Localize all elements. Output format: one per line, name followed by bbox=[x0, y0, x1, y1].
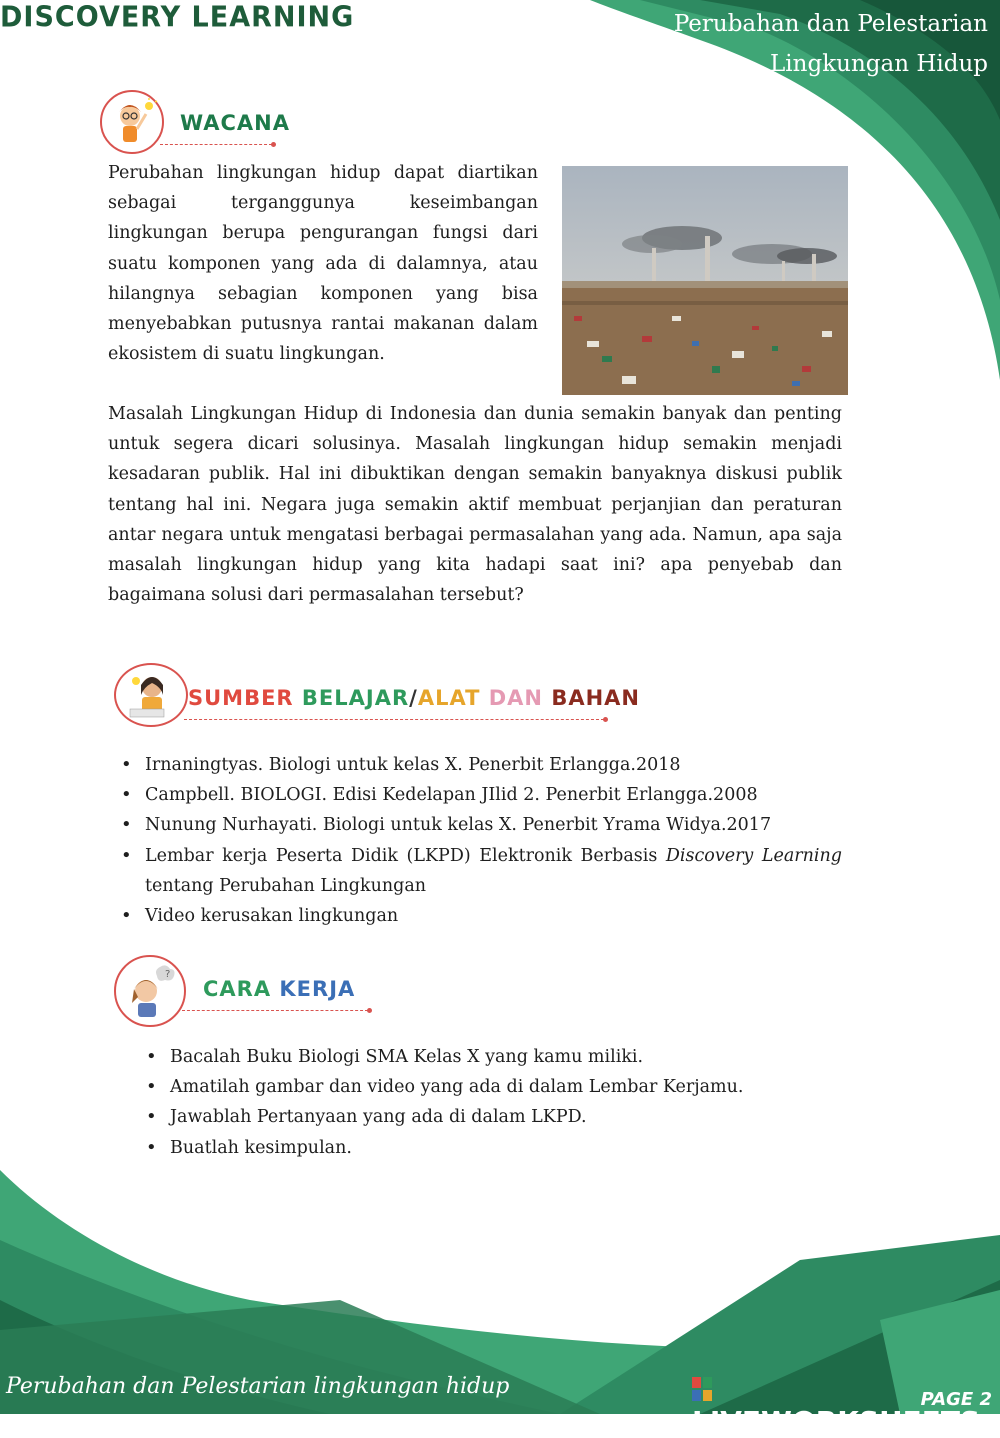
liveworksheets-logo-icon bbox=[692, 1377, 712, 1401]
list-item: • Nunung Nurhayati. Biologi untuk kelas X. Penerbit Yrama Widya.2017 bbox=[107, 810, 842, 840]
page-topic-title bbox=[674, 4, 988, 84]
sumber-underline bbox=[184, 719, 604, 720]
item4-italic: Discovery Learning bbox=[665, 845, 842, 866]
cara-kerja-underline bbox=[182, 1010, 368, 1011]
list-item: • Campbell. BIOLOGI. Edisi Kedelapan JIlid 2. Penerbit Erlangga.2008 bbox=[107, 780, 842, 810]
sumber-title-part-2: BELAJAR bbox=[301, 686, 410, 710]
list-item: • Irnaningtyas. Biologi untuk kelas X. Penerbit Erlangga.2018 bbox=[107, 750, 842, 780]
topic-line-1: Perubahan dan Pelestarian bbox=[673, 11, 988, 37]
sumber-list bbox=[107, 750, 842, 931]
boy-idea-icon bbox=[100, 90, 164, 154]
item4-prefix: Lembar kerja Peserta Didik (LKPD) Elektronik Berbasis bbox=[145, 845, 666, 866]
liveworksheets-brand: LIVEWORKSHEETS bbox=[692, 1405, 981, 1438]
list-item: • Video kerusakan lingkungan bbox=[107, 901, 842, 931]
list-item: • Jawablah Pertanyaan yang ada di dalam LKPD. bbox=[132, 1102, 842, 1132]
wacana-underline bbox=[160, 144, 272, 145]
svg-text:?: ? bbox=[165, 969, 171, 980]
item4-suffix: tentang Perubahan Lingkungan bbox=[145, 875, 427, 896]
cara-kerja-title-part-1: CARA bbox=[203, 977, 280, 1001]
sumber-title-part-4: ALAT bbox=[417, 686, 489, 710]
sumber-title-part-3: / bbox=[409, 686, 418, 710]
wacana-intro-text: Perubahan lingkungan hidup dapat diartikan sebagai terganggunya keseimbangan lingkungan berupa pengurangan fungsi dari suatu komponen yang ada di dalamnya, atau hilangnya sebagian komponen yang bisa menyebabkan putusnya rantai makanan dalam ekosistem di suatu lingkungan. bbox=[108, 163, 538, 365]
footer-caption: Perubahan dan Pelestarian lingkungan hidup bbox=[6, 1374, 510, 1399]
pollution-photo bbox=[562, 166, 848, 395]
cara-kerja-title-part-2: KERJA bbox=[279, 977, 356, 1001]
sumber-title-part-6: BAHAN bbox=[551, 686, 640, 710]
sumber-title bbox=[188, 686, 640, 710]
sumber-title-part-1: SUMBER bbox=[188, 686, 302, 710]
list-item: • Bacalah Buku Biologi SMA Kelas X yang kamu miliki. bbox=[132, 1042, 842, 1072]
list-item: • Buatlah kesimpulan. bbox=[132, 1133, 842, 1163]
page-number: PAGE 2 bbox=[920, 1389, 992, 1410]
cara-kerja-list bbox=[132, 1042, 842, 1163]
list-item: • Amatilah gambar dan video yang ada di dalam Lembar Kerjamu. bbox=[132, 1072, 842, 1102]
cara-kerja-title bbox=[203, 977, 355, 1001]
wacana-body-text: Masalah Lingkungan Hidup di Indonesia dan dunia semakin banyak dan penting untuk segera dicari solusinya. Masalah lingkungan hidup semakin menjadi kesadaran publik. Hal ini dibuktikan dengan semakin banyaknya diskusi publik tentang hal ini. Negara juga semakin aktif membuat perjanjian dan peraturan antar negara untuk mengatasi berbagai permasalahan yang ada. Namun, apa saja masalah lingkungan hidup yang kita hadapi saat ini? apa penyebab dan bagaimana solusi dari permasalahan tersebut? bbox=[108, 404, 842, 606]
brand-title: DISCOVERY LEARNING bbox=[0, 1, 355, 34]
wacana-title: WACANA bbox=[180, 111, 290, 135]
list-item bbox=[107, 841, 842, 901]
sumber-title-part-5: DAN bbox=[488, 686, 552, 710]
girl-writing-icon bbox=[114, 663, 188, 727]
topic-line-2: Lingkungan Hidup bbox=[770, 51, 988, 77]
girl-thinking-icon bbox=[114, 955, 186, 1027]
